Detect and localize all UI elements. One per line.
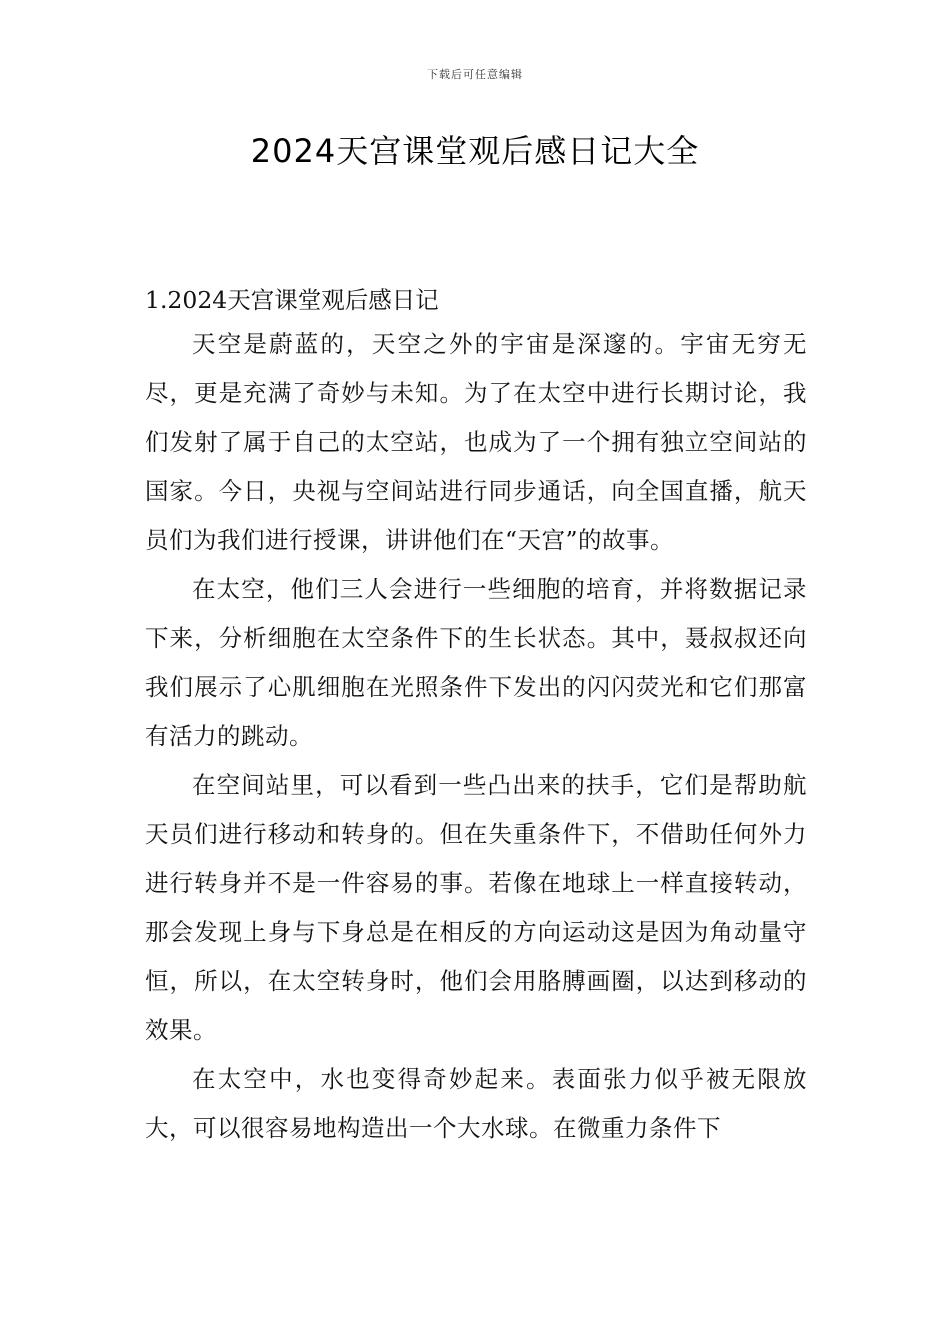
header-note: 下载后可任意编辑 bbox=[427, 68, 523, 81]
paragraph-2: 在太空，他们三人会进行一些细胞的培育，并将数据记录下来，分析细胞在太空条件下的生长状态。其中，聂叔叔还向我们展示了心肌细胞在光照条件下发出的闪闪荧光和它们那富有活力的跳动。 bbox=[145, 575, 807, 750]
paragraph-4: 在太空中，水也变得奇妙起来。表面张力似乎被无限放大，可以很容易地构造出一个大水球。在微重力条件下 bbox=[145, 1065, 807, 1142]
document-body bbox=[145, 280, 807, 1153]
document-title: 2024天宫课堂观后感日记大全 bbox=[250, 132, 700, 170]
paragraph-1: 天空是蔚蓝的，天空之外的宇宙是深邃的。宇宙无穷无尽，更是充满了奇妙与未知。为了在太空中进行长期讨论，我们发射了属于自己的太空站，也成为了一个拥有独立空间站的国家。今日，央视与空间站进行同步通话，向全国直播，航天员们为我们进行授课，讲讲他们在“天宫”的故事。 bbox=[145, 330, 807, 554]
paragraph-3: 在空间站里，可以看到一些凸出来的扶手，它们是帮助航天员们进行移动和转身的。但在失重条件下，不借助任何外力进行转身并不是一件容易的事。若像在地球上一样直接转动，那会发现上身与下身总是在相反的方向运动这是因为角动量守恒，所以，在太空转身时，他们会用胳膊画圈，以达到移动的效果。 bbox=[145, 771, 807, 1044]
section-heading: 1.2024天宫课堂观后感日记 bbox=[145, 286, 439, 314]
